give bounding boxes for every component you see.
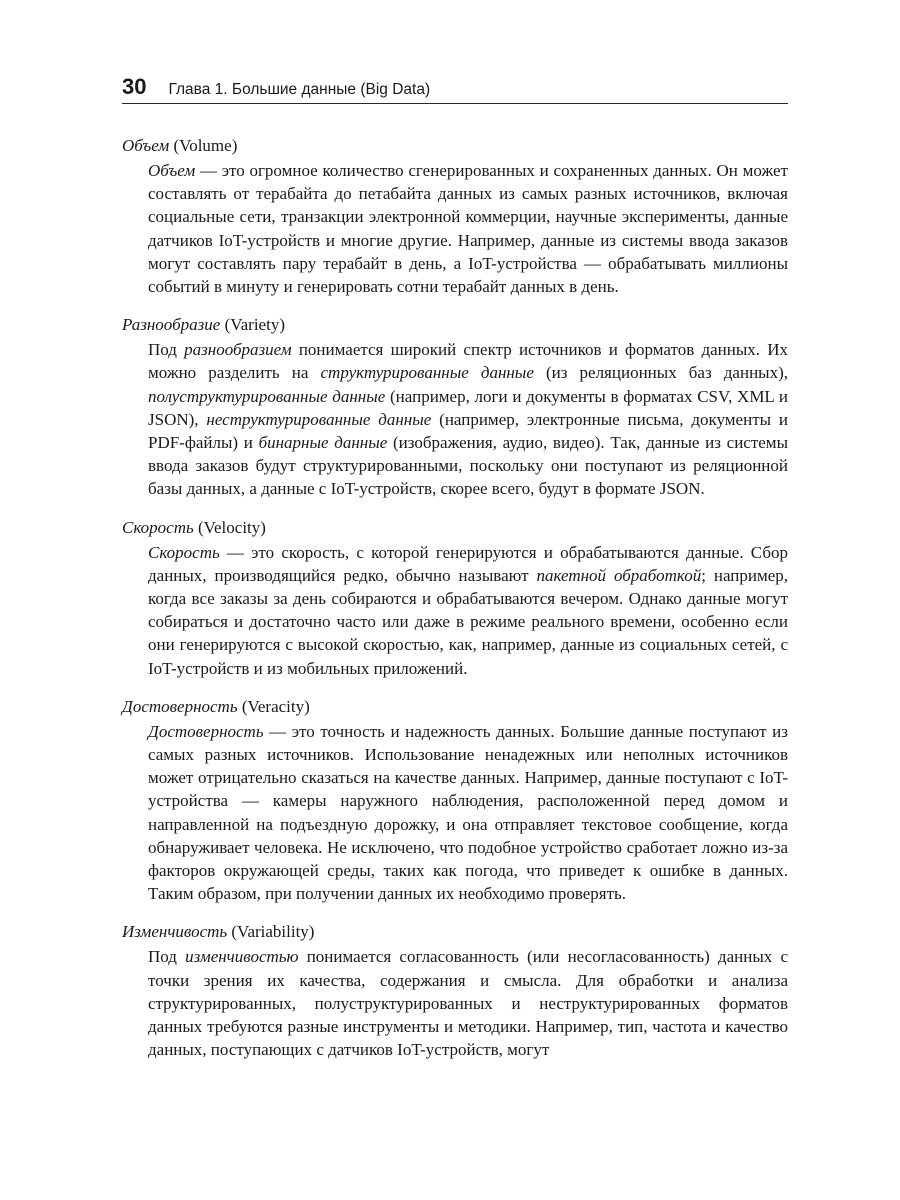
section-velocity [122,515,788,680]
term-definition: Под разнообразием понимается широкий спектр источников и форматов данных. Их можно разделить на структурированные данные (из реляционных баз данных), полуструктурированные данные (например, логи и документы в форматах CSV, XML и JSON), неструктурированные данные (например, электронные письма, документы и PDF-файлы) и бинарные данные (изображения, аудио, видео). Так, данные из системы ввода заказов будут структурированными, поскольку они поступают из реляционной базы данных, а данные с IoT-устройств, скорее всего, будут в формате JSON. [148,340,789,499]
term-english: (Variability) [231,922,315,942]
emphasized-term: полуструктурированные данные [148,386,386,406]
page-number: 30 [122,74,147,99]
page-body [122,133,788,1076]
chapter-title: Глава 1. Большие данные (Big Data) [168,81,431,98]
section-variability [122,919,788,1061]
section-veracity [122,694,788,906]
term-english: (Velocity) [197,517,266,537]
emphasized-term: Достоверность [148,721,264,741]
emphasized-term: неструктурированные данные [206,409,432,429]
running-head [122,74,788,104]
header-rule [122,103,788,104]
term-name: Объем [122,136,170,155]
term-heading [122,919,788,944]
emphasized-term: структурированные данные [320,363,534,383]
emphasized-term: разнообразием [184,340,292,360]
emphasized-term: бинарные данные [258,433,388,453]
term-name: Достоверность [122,696,238,716]
term-english: (Volume) [173,136,238,155]
section-volume [122,133,788,298]
term-heading [122,694,788,719]
term-definition: Достоверность — это точность и надежность данных. Большие данные поступают из самых разных источников. Использование ненадежных или неполных источников может отрицательно сказаться на качестве данных. Например, данные поступают с IoT-устройства — камеры наружного наблюдения, расположенной перед домом и направленной на подъездную дорожку, и она отправляет текстовое сообщение, когда обнаруживает человека. Не исключено, что подобное устройство сработает ложно из-за факторов окружающей среды, таких как погода, что приведет к ошибке в данных. Таким образом, при получении данных их необходимо проверять. [148,721,788,904]
term-definition: Объем — это огромное количество сгенерированных и сохраненных данных. Он может составлять от терабайта до петабайта данных из самых разных источников, включая социальные сети, транзакции электронной коммерции, научные эксперименты, данные датчиков IoT-устройств и многие другие. Например, данные из системы ввода заказов могут составлять пару терабайт в день, а IoT-устройства — обрабатывать миллионы событий в минуту и генерировать сотни терабайт данных в день. [148,161,788,297]
term-definition: Скорость — это скорость, с которой генерируются и обрабатываются данные. Сбор данных, производящийся редко, обычно называют пакетной обработкой; например, когда все заказы за день собираются и обрабатываются вечером. Однако данные могут собираться и достаточно часто или даже в режиме реального времени, особенно если они генерируются с высокой скоростью, как, например, данные из социальных сетей, с IoT-устройств и из мобильных приложений. [148,542,789,678]
term-name: Разнообразие [122,315,221,335]
emphasized-term: изменчивостью [185,947,299,967]
term-definition: Под изменчивостью понимается согласованность (или несогласованность) данных с точки зрения их качества, содержания и смысла. Для обработки и анализа структурированных, полуструктурированных и неструктурированных форматов данных требуются разные инструменты и методики. Например, тип, частота и качество данных, поступающих с датчиков IoT-устройств, могут [148,947,788,1060]
term-name: Изменчивость [122,922,228,942]
term-heading [122,133,788,158]
term-heading [122,312,788,337]
section-variety [122,312,788,500]
term-english: (Variety) [224,315,285,335]
emphasized-term: Объем [148,161,196,180]
term-name: Скорость [122,517,194,537]
term-heading [122,515,788,540]
emphasized-term: Скорость [148,542,220,562]
emphasized-term: пакетной обработкой [536,565,702,585]
term-english: (Veracity) [241,696,310,716]
